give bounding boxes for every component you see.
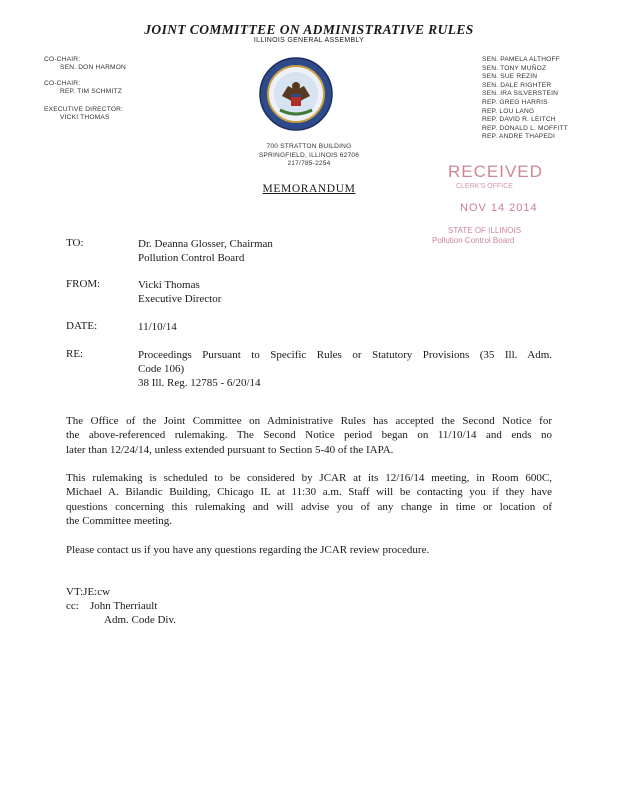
re-label: RE: xyxy=(66,348,84,360)
body-line: the above-referenced rulemaking. The Second Notice period began on 11/10/14 and ends no xyxy=(66,429,552,442)
to-label: TO: xyxy=(66,237,84,249)
stamp-board: Pollution Control Board xyxy=(432,236,515,245)
cc-label: cc: xyxy=(66,600,79,612)
member-name: SEN. PAMELA ALTHOFF xyxy=(482,56,560,63)
body-line: the Committee meeting. xyxy=(66,515,173,528)
member-name: REP. GREG HARRIS xyxy=(482,98,548,106)
illinois-seal-icon xyxy=(258,56,334,132)
re-line: Code 106) xyxy=(138,363,185,375)
committee-title: JOINT COMMITTEE ON ADMINISTRATIVE RULES xyxy=(144,22,474,37)
reference-initials: VT:JE:cw xyxy=(66,586,111,598)
address-line: 700 STRATTON BUILDING xyxy=(266,143,352,150)
paragraph-meeting-schedule xyxy=(66,471,552,529)
member-name: REP. LOU LANG xyxy=(482,107,535,115)
body-line: The Office of the Joint Committee on Administrative Rules has accepted the Second Notice for xyxy=(66,415,552,427)
stamp-clerk-office: CLERK'S OFFICE xyxy=(456,183,513,190)
member-name: SEN. SUE REZIN xyxy=(482,73,538,81)
date-value: 11/10/14 xyxy=(138,321,177,333)
paragraph-second-notice xyxy=(66,414,552,457)
paragraph-contact: Please contact us if you have any questions regarding the JCAR review procedure. xyxy=(66,544,430,556)
memorandum-heading: MEMORANDUM xyxy=(262,183,356,195)
body-line: questions concerning this rulemaking and will advise you of any change in time or location of xyxy=(66,500,552,513)
stamp-received: RECEIVED xyxy=(448,162,543,181)
assembly-subtitle: ILLINOIS GENERAL ASSEMBLY xyxy=(253,37,365,44)
executive-director-label: EXECUTIVE DIRECTOR: xyxy=(44,106,124,113)
cc-recipient: John Therriault xyxy=(90,600,158,612)
body-line: This rulemaking is scheduled to be considered by JCAR at its 12/16/14 meeting, in Room 600C, xyxy=(66,472,552,484)
co-chair-name-1: SEN. DON HARMON xyxy=(60,64,127,71)
from-label: FROM: xyxy=(66,278,101,290)
member-name: REP. DAVID R. LEITCH xyxy=(482,116,556,124)
cc-recipient: Adm. Code Div. xyxy=(104,614,177,626)
stamp-date: NOV 14 2014 xyxy=(460,202,538,214)
to-recipient xyxy=(138,237,273,265)
executive-director-name: VICKI THOMAS xyxy=(60,114,110,121)
address-line: 217/785-2254 xyxy=(287,160,331,168)
member-name: REP. DONALD L. MOFFITT xyxy=(482,124,568,132)
re-line: Proceedings Pursuant to Specific Rules or Statutory Provisions (35 Ill. Adm. xyxy=(138,349,552,361)
from-line: Executive Director xyxy=(138,293,222,305)
member-name: REP. ANDRE THAPEDI xyxy=(482,133,555,141)
from-sender xyxy=(138,278,221,306)
address-line: SPRINGFIELD, ILLINOIS 62706 xyxy=(258,151,360,159)
re-line: 38 Ill. Reg. 12785 - 6/20/14 xyxy=(138,377,261,389)
member-name: SEN. IRA SILVERSTEIN xyxy=(482,90,559,98)
committee-members-list xyxy=(482,56,568,142)
co-chair-label-2: CO-CHAIR: xyxy=(44,80,81,87)
body-line: later than 12/24/14, unless extended pursuant to Section 5-40 of the IAPA. xyxy=(66,443,394,456)
member-name: SEN. TONY MUÑOZ xyxy=(482,64,547,72)
re-subject xyxy=(138,348,552,390)
co-chair-label-1: CO-CHAIR: xyxy=(44,56,81,63)
to-line: Dr. Deanna Glosser, Chairman xyxy=(138,238,273,250)
date-label: DATE: xyxy=(66,320,98,332)
member-name: SEN. DALE RIGHTER xyxy=(482,81,552,89)
from-line: Vicki Thomas xyxy=(138,279,200,291)
stamp-state: STATE OF ILLINOIS xyxy=(448,226,522,235)
to-line: Pollution Control Board xyxy=(138,252,245,264)
co-chair-name-2: REP. TIM SCHMITZ xyxy=(60,88,122,95)
received-stamp xyxy=(418,162,558,257)
body-line: Michael A. Bilandic Building, Chicago IL at 11:30 a.m. Staff will be contacting you if they have xyxy=(66,486,552,499)
